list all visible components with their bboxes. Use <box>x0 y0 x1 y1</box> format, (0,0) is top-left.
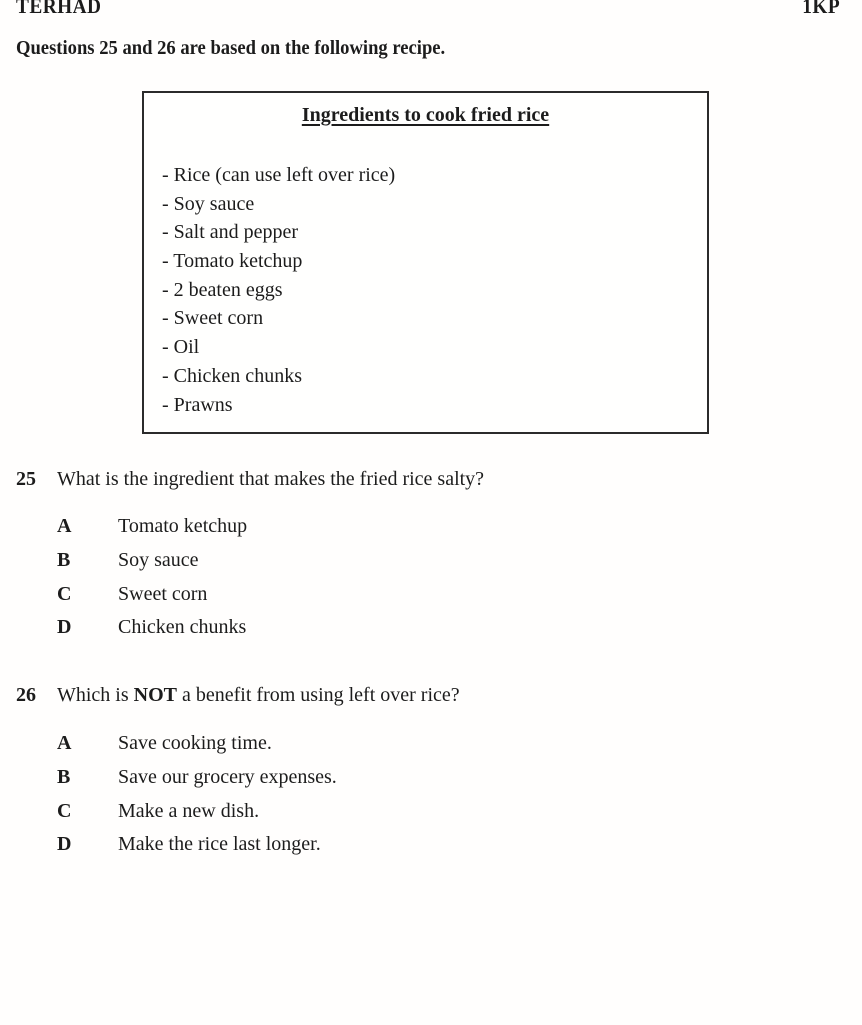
header-paper-code: 1KP <box>802 0 840 18</box>
recipe-box <box>142 91 709 434</box>
header-classification: TERHAD <box>16 0 102 18</box>
question-text: What is the ingredient that makes the fried rice salty? <box>57 468 485 490</box>
question-text <box>57 684 460 707</box>
option-letter: A <box>57 515 72 537</box>
ingredient-list <box>162 161 395 419</box>
option-text: Soy sauce <box>118 548 199 571</box>
option-text: Make the rice last longer. <box>118 833 321 856</box>
question-emphasis: NOT <box>133 684 177 706</box>
question-number: 25 <box>16 468 36 490</box>
option-letter: C <box>57 582 72 605</box>
option-text: Make a new dish. <box>118 799 260 822</box>
ingredient-item: - Salt and pepper <box>162 221 299 244</box>
section-instruction: Questions 25 and 26 are based on the following recipe. <box>16 37 446 59</box>
recipe-title: Ingredients to cook fried rice <box>301 104 550 126</box>
ingredient-item: - 2 beaten eggs <box>162 278 283 301</box>
question-text-after: a benefit from using left over rice? <box>177 684 460 706</box>
question-text-before: Which is <box>57 684 134 706</box>
ingredient-item: - Soy sauce <box>162 192 255 215</box>
option-letter: B <box>57 765 71 788</box>
option-text: Sweet corn <box>118 582 208 605</box>
option-letter: D <box>57 616 72 639</box>
option-letter: A <box>57 732 72 754</box>
option-text: Chicken chunks <box>118 616 247 639</box>
ingredient-item: - Sweet corn <box>162 307 264 330</box>
option-text: Save cooking time. <box>118 732 272 754</box>
question-number: 26 <box>16 684 36 706</box>
ingredient-item: - Prawns <box>162 393 233 416</box>
ingredient-item: - Rice (can use left over rice) <box>162 164 396 186</box>
option-text: Save our grocery expenses. <box>118 765 337 788</box>
option-letter: B <box>57 548 71 571</box>
ingredient-item: - Oil <box>162 336 200 359</box>
option-text: Tomato ketchup <box>118 515 248 537</box>
ingredient-item: - Tomato ketchup <box>162 250 303 273</box>
option-letter: C <box>57 799 72 822</box>
ingredient-item: - Chicken chunks <box>162 364 302 387</box>
option-letter: D <box>57 833 72 856</box>
